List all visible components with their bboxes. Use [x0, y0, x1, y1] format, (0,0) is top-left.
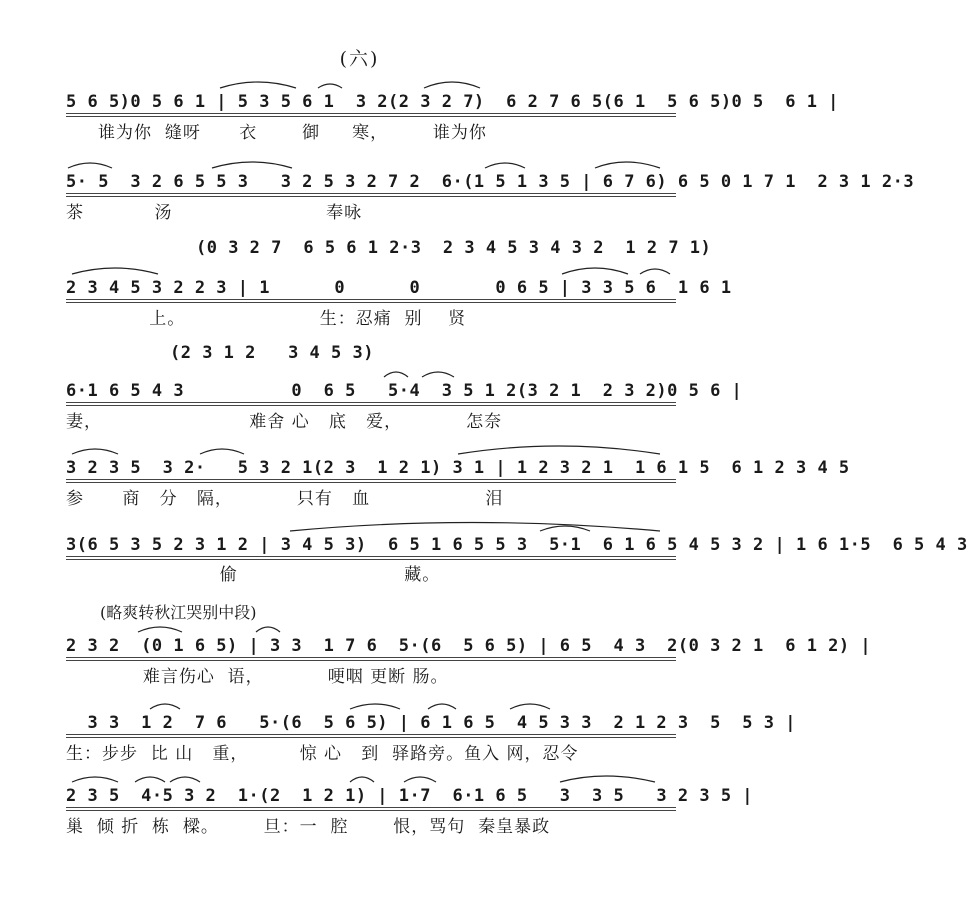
performance-note: (略爽转秋江哭别中段) [100, 603, 257, 622]
lyric-line-7: 难言伤心 语， 哽咽 更断 肠。 [66, 667, 449, 687]
lyric-line-5: 参 商 分 隔， 只有 血 泪 [66, 489, 504, 509]
lyric-line-3: 上。 生：忍痛 别 贤 [66, 309, 467, 329]
slur [68, 163, 112, 168]
slur [318, 84, 342, 88]
notation-line-1: 5 6 5)0 5 6 1 | 5 3 5 6 1 3 2(2 3 2 7) 6 2 7 6 5(6 1 5 6 5)0 5 6 1 | [66, 92, 839, 112]
notation-line-9: 2 3 5 4·5 3 2 1·(2 1 2 1) | 1·7 6·1 6 5 3 3 5 3 2 3 5 | [66, 786, 754, 806]
notation-line-3: 2 3 4 5 3 2 2 3 | 1 0 0 0 6 5 | 3 3 5 6 1 6 1 [66, 278, 732, 298]
slur [135, 777, 165, 782]
slur [422, 372, 454, 377]
lyric-line-4: 妻， 难舍 心 底 爱， 怎奈 [66, 412, 503, 432]
slur [290, 523, 660, 532]
notation-line-6: 3(6 5 3 5 2 3 1 2 | 3 4 5 3) 6 5 1 6 5 5 3 5·1 6 1 6 5 4 5 3 2 | 1 6 1·5 6 5 4 3 [66, 535, 968, 555]
slur [640, 269, 670, 274]
slur [170, 777, 200, 782]
notation-line-2: 5· 5 3 2 6 5 5 3 3 2 5 3 2 7 2 6·(1 5 1 3 5 | 6 7 6) 6 5 0 1 7 1 2 3 1 2·3 [66, 172, 915, 192]
lyric-line-9: 巢 倾 折 栋 樑。 旦：一 腔 恨，骂句 秦皇暴政 [66, 817, 551, 837]
slur [256, 627, 280, 632]
slur [72, 449, 118, 454]
section-title: (六) [339, 48, 380, 70]
slur [458, 446, 660, 454]
slur [200, 449, 244, 454]
notation-pre-4: (2 3 1 2 3 4 5 3) [170, 343, 374, 363]
slur [72, 268, 158, 274]
notation-line-8: 3 3 1 2 7 6 5·(6 5 6 5) | 6 1 6 5 4 5 3 3 2 1 2 3 5 5 3 | [66, 713, 796, 733]
slur [138, 627, 182, 632]
slur [404, 777, 436, 782]
slur [384, 372, 408, 377]
slur [350, 704, 400, 709]
slur [485, 163, 525, 168]
notation-line-4: 6·1 6 5 4 3 0 6 5 5·4 3 5 1 2(3 2 1 2 3 2)0 5 6 | [66, 381, 743, 401]
slur [560, 776, 655, 782]
notation-pre-3: (0 3 2 7 6 5 6 1 2·3 2 3 4 5 3 4 3 2 1 2 7 1) [196, 238, 712, 258]
lyric-line-8: 生：步步 比 山 重， 惊 心 到 驿路旁。鱼入 网，忍令 [66, 744, 579, 764]
slur [220, 82, 296, 88]
notation-line-5: 3 2 3 5 3 2· 5 3 2 1(2 3 1 2 1) 3 1 | 1 2 3 2 1 1 6 1 5 6 1 2 3 4 5 [66, 458, 850, 478]
slur [510, 704, 550, 709]
slur [212, 162, 292, 168]
slur [424, 82, 480, 88]
slur [595, 162, 660, 168]
lyric-line-6: 偷 藏。 [66, 565, 441, 585]
slur [428, 704, 456, 709]
slur [72, 777, 118, 782]
slur [350, 777, 374, 782]
slur [150, 704, 180, 709]
slur [540, 526, 590, 531]
notation-line-7: 2 3 2 (0 1 6 5) | 3 3 1 7 6 5·(6 5 6 5) | 6 5 4 3 2(0 3 2 1 6 1 2) | [66, 636, 872, 656]
lyric-line-1: 谁为你 缝呀 衣 御 寒， 谁为你 [66, 123, 487, 143]
lyric-line-2: 茶 汤 奉咏 [66, 203, 363, 223]
slur [562, 268, 628, 274]
